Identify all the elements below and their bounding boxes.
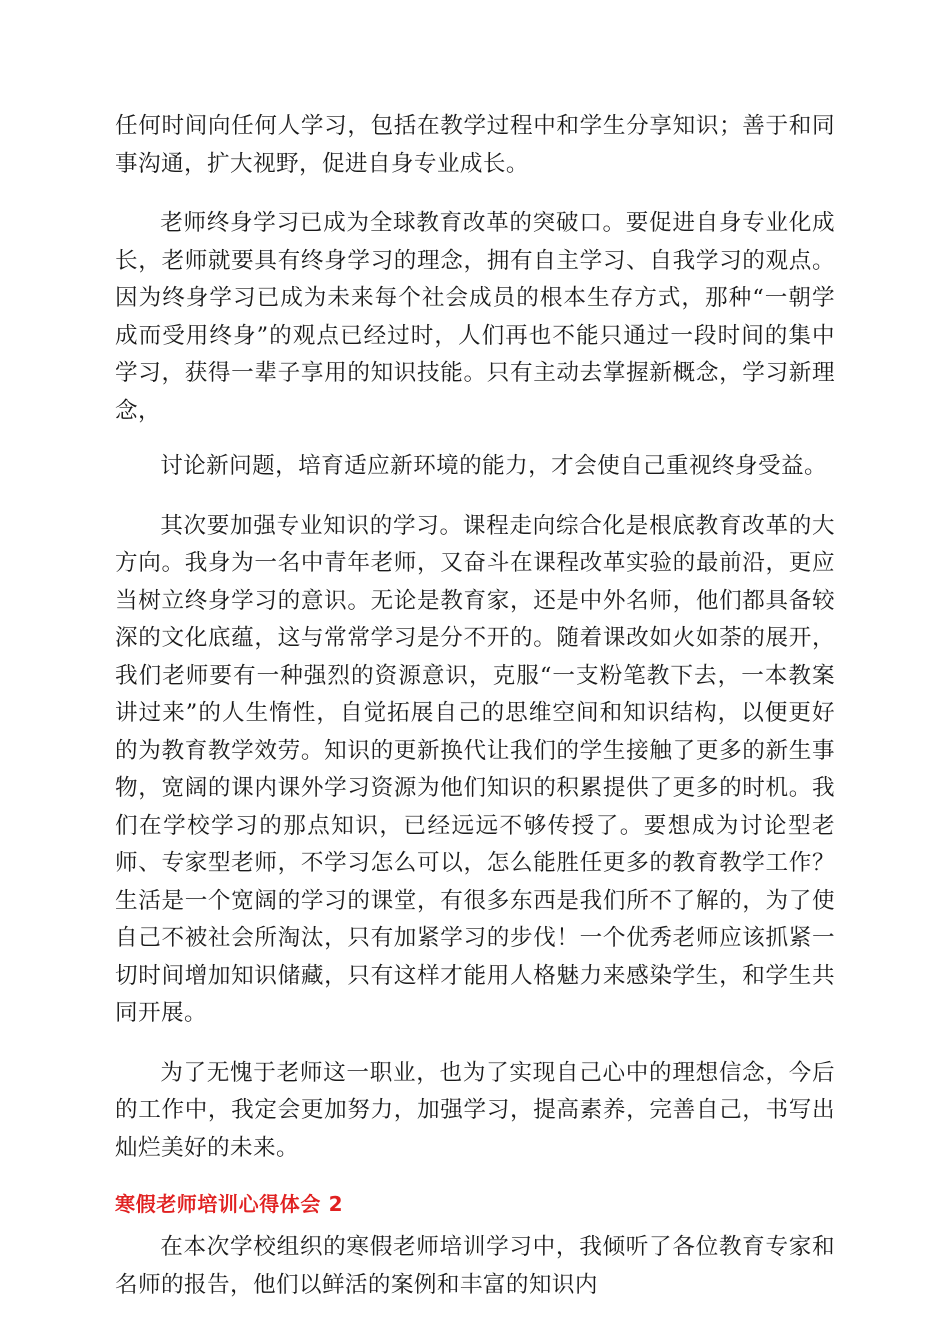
paragraph-professional-knowledge: 其次要加强专业知识的学习。课程走向综合化是根底教育改革的大方向。我身为一名中青年老师，又奋斗在课程改革实验的最前沿，更应当树立终身学习的意识。无论是教育家，还是中外名师，他们都具备较深的文化底蕴，这与常常学习是分不开的。随着课改如火如荼的展开，我们老师要有一种强烈的资源意识，克服“一支粉笔教下去，一本教案讲过来”的人生惰性，自觉拓展自己的思维空间和知识结构，以便更好的为教育教学效劳。知识的更新换代让我们的学生接触了更多的新生事物，宽阔的课内课外学习资源为他们知识的积累提供了更多的时机。我们在学校学习的那点知识，已经远远不够传授了。要想成为讨论型老师、专家型老师，不学习怎么可以，怎么能胜任更多的教育教学工作？生活是一个宽阔的学习的课堂，有很多东西是我们所不了解的，为了使自己不被社会所淘汰，只有加紧学习的步伐！一个优秀老师应该抓紧一切时间增加知识储藏，只有这样才能用人格魅力来感染学生，和学生共同开展。 bbox=[115, 512, 835, 1026]
paragraph-continuation: 任何时间向任何人学习，包括在教学过程中和学生分享知识；善于和同事沟通，扩大视野，促进自身专业成长。 bbox=[115, 113, 835, 177]
paragraph-lifelong-learning: 老师终身学习已成为全球教育改革的突破口。要促进自身专业化成长，老师就要具有终身学习的理念，拥有自主学习、自我学习的观点。因为终身学习已成为未来每个社会成员的根本生存方式，那种“一朝学成而受用终身”的观点已经过时，人们再也不能只通过一段时间的集中学习，获得一辈子享用的知识技能。只有主动去掌握新概念，学习新理念， bbox=[115, 210, 835, 424]
document-page bbox=[115, 108, 835, 1304]
paragraph-section-intro: 在本次学校组织的寒假老师培训学习中，我倾听了各位教育专家和名师的报告，他们以鲜活的案例和丰富的知识内 bbox=[115, 1234, 835, 1298]
paragraph-new-problems: 讨论新问题，培育适应新环境的能力，才会使自己重视终身受益。 bbox=[160, 453, 828, 479]
section-heading: 寒假老师培训心得体会 2 bbox=[115, 1192, 344, 1216]
paragraph-conclusion: 为了无愧于老师这一职业，也为了实现自己心中的理想信念，今后的工作中，我定会更加努力，加强学习，提高素养，完善自己，书写出灿烂美好的未来。 bbox=[115, 1059, 835, 1161]
